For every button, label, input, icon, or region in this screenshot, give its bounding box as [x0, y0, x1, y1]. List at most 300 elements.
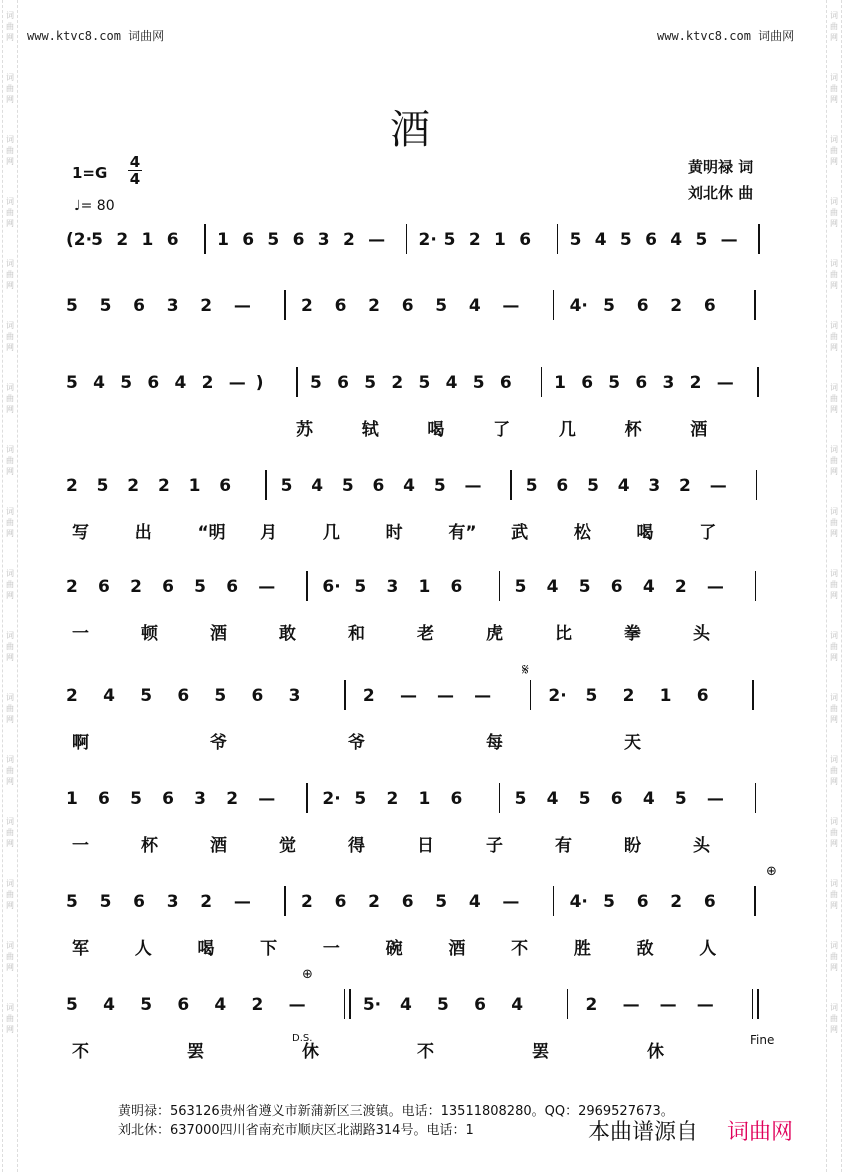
watermark-text: 词 曲 网 — [830, 755, 838, 786]
watermark-text: 词 曲 网 — [830, 383, 838, 414]
note: 6 — [337, 373, 349, 393]
note: 3 — [662, 373, 675, 393]
note: — — [233, 892, 251, 912]
note: 3 — [288, 686, 301, 706]
lyric-syllable: 苏 — [296, 420, 313, 440]
note: 1 — [418, 577, 431, 597]
note: 6 — [98, 577, 110, 597]
watermark-text: 词 曲 网 — [6, 11, 14, 42]
lyric-syllable: 每 — [486, 733, 503, 753]
note: — — [709, 476, 727, 496]
lyric-syllable: 军 — [72, 939, 89, 959]
header-left-link[interactable]: www.ktvc8.com 词曲网 — [27, 29, 165, 43]
lyric-syllable: 头 — [693, 836, 710, 856]
note: 3 — [386, 577, 399, 597]
note: 3 — [166, 892, 179, 912]
barline — [204, 224, 206, 254]
note: 5 — [585, 686, 598, 706]
barline — [567, 989, 569, 1019]
note: 4 — [468, 892, 481, 912]
note: 6 — [696, 686, 709, 706]
watermark-text: 词 曲 网 — [6, 941, 14, 972]
note: 2· — [548, 686, 567, 706]
lyric-syllable: 杯 — [141, 836, 158, 856]
note: 4 — [214, 995, 227, 1015]
lyric-syllable: 碗 — [385, 939, 403, 959]
barline — [553, 886, 555, 916]
note: 1 — [188, 476, 201, 496]
note: 5 — [99, 892, 112, 912]
note: 4 — [594, 230, 607, 250]
note: 6 — [635, 373, 648, 393]
lyric-syllable: 爷 — [210, 733, 227, 753]
watermark-text: 词 曲 网 — [830, 631, 838, 662]
lyric-syllable: 日 — [417, 836, 434, 856]
note: 6 — [334, 892, 347, 912]
note: 2 — [391, 373, 404, 393]
note: 2 — [674, 577, 687, 597]
barline — [757, 367, 759, 397]
lyric-syllable: 月 — [260, 523, 278, 543]
watermark-text: 词 曲 网 — [6, 383, 14, 414]
note: 1 — [418, 789, 431, 809]
note: 6 — [251, 686, 264, 706]
note: 3 — [648, 476, 661, 496]
watermark-text: 词 曲 网 — [6, 879, 14, 910]
note: 5 — [120, 373, 133, 393]
note: 5 — [280, 476, 293, 496]
lyric-syllable: 酒 — [448, 939, 466, 959]
note: 6 — [177, 686, 190, 706]
lyric-syllable: 有 — [555, 836, 572, 856]
lyric-syllable: 啊 — [72, 733, 89, 753]
note: 4 — [511, 995, 524, 1015]
watermark-text: 词 曲 网 — [6, 693, 14, 724]
watermark-text: 词 曲 网 — [6, 631, 14, 662]
note: 5 — [66, 373, 78, 393]
note: 5 — [214, 686, 227, 706]
lyric-syllable: 不 — [72, 1042, 89, 1062]
note: 6 — [334, 296, 347, 316]
note: 2 — [226, 789, 239, 809]
lyric-syllable: 酒 — [210, 624, 227, 644]
note: 5 — [619, 230, 632, 250]
note: — — [716, 373, 734, 393]
note: 5 — [587, 476, 599, 496]
note: 5 — [130, 789, 142, 809]
note: 5 — [364, 373, 377, 393]
note: 6 — [645, 230, 657, 250]
note: ) — [255, 373, 264, 393]
barline — [557, 224, 559, 254]
watermark-text: 词 曲 网 — [6, 817, 14, 848]
note: — — [474, 686, 492, 706]
lyric-syllable: 和 — [348, 624, 365, 644]
note: 4 — [617, 476, 630, 496]
song-title: 酒 — [390, 107, 430, 153]
lyric-syllable: 休 — [647, 1042, 664, 1062]
note: 5 — [96, 476, 109, 496]
barline — [306, 571, 308, 601]
note: 2 — [689, 373, 702, 393]
note: 6 — [610, 789, 623, 809]
lyric-syllable: 人 — [699, 939, 717, 959]
lyric-syllable: 几 — [322, 523, 340, 543]
barline — [296, 367, 298, 397]
note: 3 — [194, 789, 207, 809]
note: 2 — [157, 476, 170, 496]
note: 6 — [474, 995, 486, 1015]
note: 5 — [435, 892, 448, 912]
footer-lyricist-contact: 黄明禄：563126贵州省遵义市新蒲新区三渡镇。电话：13511808280。QQ：2969527673。 — [118, 1104, 674, 1119]
lyric-syllable: 了 — [699, 523, 717, 543]
note: 2 — [585, 995, 598, 1015]
note: 6 — [450, 577, 463, 597]
lyric-syllable: “明 — [197, 523, 226, 543]
footer-composer-contact: 刘北休：637000四川省南充市顺庆区北湖路314号。电话：1 — [118, 1123, 474, 1138]
barline — [541, 367, 543, 397]
barline — [344, 680, 346, 710]
note: 1 — [659, 686, 672, 706]
note: 6 — [242, 230, 255, 250]
barline — [306, 783, 308, 813]
note: — — [706, 577, 724, 597]
note: 6· — [322, 577, 341, 597]
note: 5 — [578, 577, 591, 597]
lyric-syllable: 酒 — [210, 836, 227, 856]
note: 5 — [525, 476, 538, 496]
lyric-syllable: 休 — [302, 1042, 319, 1062]
note: — — [258, 577, 276, 597]
note: 6 — [166, 230, 179, 250]
note: 6 — [98, 789, 110, 809]
note: — — [288, 995, 306, 1015]
note: 5 — [354, 789, 367, 809]
watermark-text: 词 曲 网 — [6, 507, 14, 538]
lyric-syllable: 天 — [624, 733, 641, 753]
note: 6 — [162, 789, 174, 809]
lyric-syllable: 喝 — [427, 420, 445, 440]
note: 6 — [401, 892, 414, 912]
note: 1 — [494, 230, 506, 250]
note: 2 — [66, 476, 78, 496]
note: 6 — [401, 296, 414, 316]
lyric-syllable: 头 — [693, 624, 710, 644]
note: 1 — [141, 230, 154, 250]
watermark-text: 词 曲 网 — [830, 197, 838, 228]
lyric-syllable: 得 — [348, 836, 365, 856]
lyric-syllable: 敌 — [636, 939, 654, 959]
quarter-note-icon: ♩ — [74, 198, 81, 214]
watermark-text: 词 曲 网 — [6, 755, 14, 786]
lyric-syllable: 一 — [72, 836, 89, 856]
right-watermark-strip — [826, 0, 842, 1172]
watermark-text: 词 曲 网 — [830, 321, 838, 352]
note: — — [502, 892, 520, 912]
lyric-syllable: 了 — [493, 420, 511, 440]
footer-brand-link[interactable]: 词曲网 — [727, 1120, 794, 1145]
lyric-syllable: 下 — [260, 939, 278, 959]
note: 6 — [636, 892, 649, 912]
note: — — [233, 296, 251, 316]
lyric-syllable: 有” — [448, 523, 477, 543]
lyric-syllable: 出 — [134, 523, 152, 543]
note: 4· — [569, 892, 588, 912]
coda-icon: ⊕ — [766, 864, 777, 879]
watermark-text: 词 曲 网 — [830, 135, 838, 166]
barline — [406, 224, 408, 254]
note: 5 — [354, 577, 367, 597]
barline — [754, 290, 756, 320]
note: 6 — [556, 476, 569, 496]
note: 2 — [127, 476, 140, 496]
lyric-syllable: 不 — [417, 1042, 434, 1062]
note: 2 — [670, 892, 683, 912]
note: 2 — [200, 892, 213, 912]
note: 2 — [670, 296, 683, 316]
barline — [510, 470, 512, 500]
note: 4 — [399, 995, 412, 1015]
watermark-text: 词 曲 网 — [6, 1003, 14, 1034]
lyric-syllable: 盼 — [624, 836, 641, 856]
note: 2 — [200, 296, 213, 316]
watermark-text: 词 曲 网 — [6, 73, 14, 104]
note: 6 — [133, 296, 145, 316]
watermark-text: 词 曲 网 — [6, 445, 14, 476]
lyric-syllable: 敢 — [279, 624, 296, 644]
barline — [553, 290, 555, 320]
note: — — [437, 686, 455, 706]
watermark-text: 词 曲 网 — [830, 1003, 838, 1034]
note: 2 — [386, 789, 399, 809]
watermark-text: 词 曲 网 — [6, 321, 14, 352]
lyric-syllable: 一 — [322, 939, 340, 959]
note: 4 — [546, 577, 559, 597]
lyric-syllable: 罢 — [532, 1042, 549, 1062]
watermark-text: 词 曲 网 — [830, 817, 838, 848]
note: — — [659, 995, 677, 1015]
note: 5 — [437, 995, 449, 1015]
note: — — [368, 230, 386, 250]
time-signature — [128, 154, 142, 187]
barline — [755, 571, 757, 601]
lyric-syllable: 觉 — [279, 836, 296, 856]
note: 6 — [226, 577, 239, 597]
barline — [752, 680, 754, 710]
barline — [499, 571, 501, 601]
barline — [265, 470, 267, 500]
lyric-syllable: 一 — [72, 624, 89, 644]
note: — — [399, 686, 417, 706]
note: 2 — [66, 686, 78, 706]
barline — [754, 886, 756, 916]
note: 5 — [443, 230, 456, 250]
tempo-value: = 80 — [80, 198, 115, 214]
watermark-text: 词 曲 网 — [830, 11, 838, 42]
note: — — [720, 230, 738, 250]
note: 6 — [147, 373, 160, 393]
barline — [499, 783, 501, 813]
watermark-text: 词 曲 网 — [830, 259, 838, 290]
watermark-text: 词 曲 网 — [6, 197, 14, 228]
note: 2 — [468, 230, 481, 250]
note: 6 — [636, 296, 649, 316]
note: — — [696, 995, 714, 1015]
note: 4 — [103, 686, 115, 706]
watermark-text: 词 曲 网 — [830, 941, 838, 972]
note: 4 — [311, 476, 324, 496]
lyric-syllable: 写 — [72, 523, 89, 543]
note: 4 — [403, 476, 416, 496]
note: 5 — [695, 230, 708, 250]
watermark-text: 词 曲 网 — [830, 73, 838, 104]
key-signature: 1=G — [72, 164, 108, 182]
lyric-syllable: 比 — [555, 624, 572, 644]
lyric-syllable: 爷 — [348, 733, 365, 753]
lyric-syllable: 武 — [511, 523, 529, 543]
note: 2 — [362, 686, 375, 706]
watermark-text: 词 曲 网 — [6, 135, 14, 166]
note: 2 — [679, 476, 691, 496]
lyric-syllable: 杯 — [624, 420, 642, 440]
note: 2 — [301, 892, 313, 912]
note: 6 — [519, 230, 532, 250]
watermark-text: 词 曲 网 — [830, 879, 838, 910]
note: 5· — [362, 995, 382, 1015]
note: 2 — [342, 230, 355, 250]
fine-marking: Fine — [750, 1033, 775, 1047]
double-barline — [752, 989, 759, 1019]
note: 4 — [174, 373, 187, 393]
note: 4 — [642, 789, 655, 809]
barline — [284, 290, 286, 320]
note: 5 — [435, 296, 448, 316]
lyric-syllable: 子 — [486, 836, 503, 856]
note: 5 — [66, 892, 78, 912]
lyric-syllable: 几 — [558, 420, 576, 440]
note: 2 — [301, 296, 313, 316]
note: 6 — [581, 373, 594, 393]
note: 6 — [219, 476, 232, 496]
lyric-syllable: 人 — [134, 939, 152, 959]
footer-source-text: 本曲谱源自 — [588, 1120, 699, 1145]
note: 2 — [201, 373, 214, 393]
watermark-text: 词 曲 网 — [830, 569, 838, 600]
note: 2· — [322, 789, 341, 809]
barline — [756, 470, 758, 500]
note: 2 — [622, 686, 635, 706]
barline — [284, 886, 286, 916]
note: 6 — [703, 892, 716, 912]
note: — — [502, 296, 520, 316]
lyric-syllable: 酒 — [690, 420, 708, 440]
note: 6 — [450, 789, 463, 809]
note: 5 — [603, 296, 615, 316]
note: 5 — [99, 296, 112, 316]
note: 2 — [368, 296, 380, 316]
lyricist-credit: 黄明禄 词 — [688, 158, 754, 176]
note: 2 — [368, 892, 380, 912]
lyric-syllable: 松 — [573, 523, 591, 543]
note: 4 — [546, 789, 559, 809]
watermark-text: 词 曲 网 — [830, 445, 838, 476]
note: — — [228, 373, 246, 393]
header-right-link[interactable]: www.ktvc8.com 词曲网 — [657, 29, 795, 43]
note: 5 — [194, 577, 207, 597]
watermark-text: 词 曲 网 — [6, 569, 14, 600]
lyric-syllable: 不 — [511, 939, 529, 959]
tempo-marking — [74, 198, 115, 214]
note: 4 — [468, 296, 481, 316]
note: 6 — [610, 577, 623, 597]
note: 5 — [472, 373, 485, 393]
lyric-syllable: 罢 — [187, 1042, 204, 1062]
lyric-syllable: 胜 — [573, 939, 591, 959]
note: — — [622, 995, 640, 1015]
lyric-syllable: 喝 — [636, 523, 654, 543]
note: 5 — [66, 995, 78, 1015]
barline — [755, 783, 757, 813]
left-watermark-strip — [2, 0, 18, 1172]
lyric-syllable: 老 — [417, 624, 434, 644]
note: 5 — [310, 373, 322, 393]
note: 4· — [569, 296, 588, 316]
barline — [530, 680, 532, 710]
note: (2· — [66, 230, 93, 250]
segno-icon: 𝄋 — [522, 660, 529, 679]
note: 4 — [445, 373, 458, 393]
note: 5 — [267, 230, 280, 250]
note: 2 — [130, 577, 142, 597]
note: 3 — [317, 230, 330, 250]
note: 1 — [217, 230, 229, 250]
note: 4 — [103, 995, 115, 1015]
note: 5 — [140, 995, 153, 1015]
note: 5 — [514, 577, 527, 597]
note: 5 — [569, 230, 582, 250]
lyric-syllable: 顿 — [141, 624, 158, 644]
note: 5 — [91, 230, 104, 250]
note: 6 — [177, 995, 190, 1015]
note: 5 — [66, 296, 78, 316]
note: — — [464, 476, 482, 496]
note: 6 — [133, 892, 145, 912]
note: 5 — [578, 789, 591, 809]
ds-marking: D.S. — [292, 1033, 313, 1044]
note: 5 — [140, 686, 153, 706]
note: 6 — [703, 296, 716, 316]
note: 3 — [166, 296, 179, 316]
double-barline — [344, 989, 351, 1019]
note: 1 — [66, 789, 78, 809]
note: 5 — [433, 476, 446, 496]
note: 2 — [251, 995, 264, 1015]
note: 5 — [608, 373, 621, 393]
watermark-text: 词 曲 网 — [830, 693, 838, 724]
note: 5 — [603, 892, 615, 912]
note: 1 — [554, 373, 566, 393]
note: 5 — [418, 373, 431, 393]
lyric-syllable: 喝 — [197, 939, 215, 959]
note: — — [706, 789, 724, 809]
lyric-syllable: 时 — [385, 523, 403, 543]
note: 2 — [116, 230, 129, 250]
lyric-syllable: 拳 — [624, 624, 641, 644]
note: 6 — [372, 476, 385, 496]
note: 4 — [670, 230, 683, 250]
composer-credit: 刘北休 曲 — [688, 184, 754, 202]
lyric-syllable: 虎 — [486, 624, 503, 644]
